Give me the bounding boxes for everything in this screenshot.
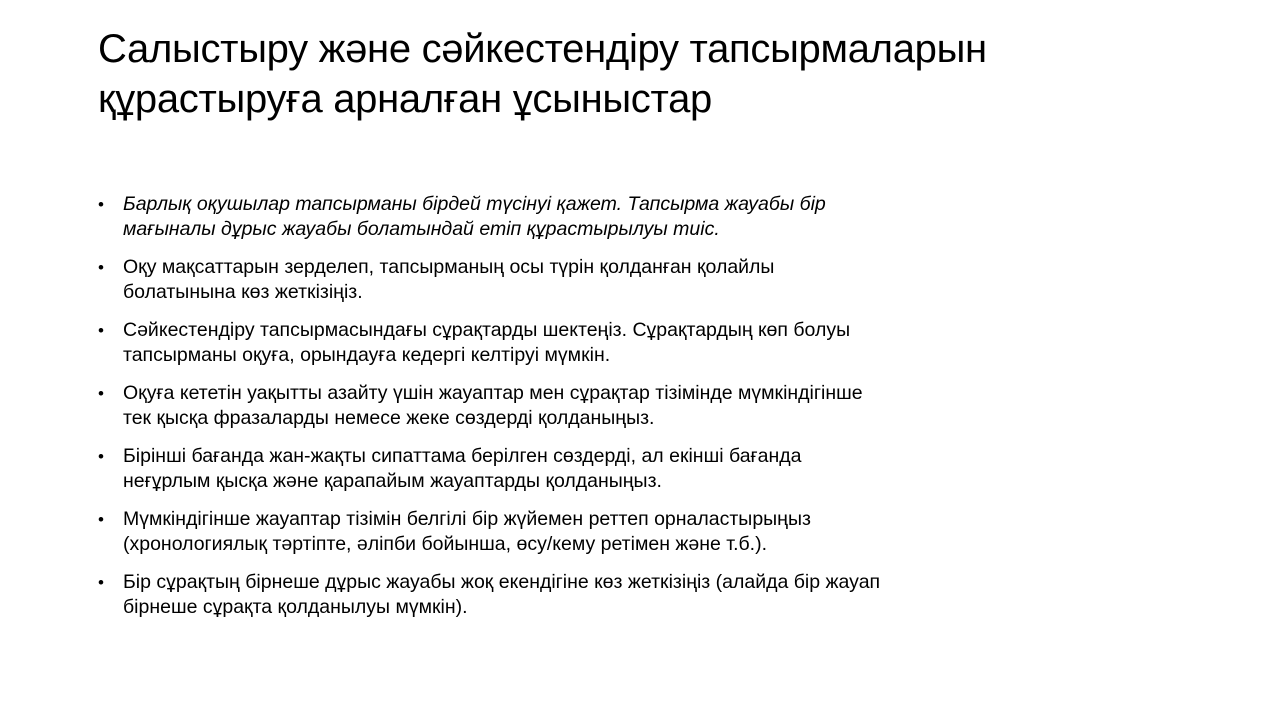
bullet-text-line: Барлық оқушылар тапсырманы бірдей түсінуі қажет. Тапсырма жауабы бір (123, 193, 826, 215)
title-line: құрастыруға арналған ұсыныстар (98, 77, 712, 121)
bullet-item (98, 570, 1183, 620)
bullet-item (98, 507, 1183, 557)
bullet-dot-icon: • (98, 321, 104, 340)
bullet-text-line: Бірінші бағанда жан-жақты сипаттама берілген сөздерді, ал екінші бағанда (123, 445, 802, 467)
bullet-item (98, 192, 1183, 242)
bullet-text-line: Оқу мақсаттарын зерделеп, тапсырманың осы түрін қолданған қолайлы (123, 256, 775, 278)
bullet-text-line: неғұрлым қысқа және қарапайым жауаптарды қолданыңыз. (123, 470, 662, 492)
bullet-text-line: Бір сұрақтың бірнеше дұрыс жауабы жоқ екендігіне көз жеткізіңіз (алайда бір жауап (123, 571, 881, 593)
bullet-text-line: тек қысқа фразаларды немесе жеке сөздерді қолданыңыз. (123, 407, 655, 429)
bullet-item (98, 381, 1183, 431)
title-line: Салыстыру және сәйкестендіру тапсырмаларын (98, 27, 987, 71)
bullet-list (98, 192, 1183, 633)
bullet-text-line: бірнеше сұрақта қолданылуы мүмкін). (123, 596, 468, 618)
bullet-dot-icon: • (98, 195, 104, 214)
bullet-dot-icon: • (98, 258, 104, 277)
bullet-item (98, 444, 1183, 494)
bullet-text-line: мағыналы дұрыс жауабы болатындай етіп құрастырылуы тиіс. (123, 218, 720, 240)
bullet-dot-icon: • (98, 384, 104, 403)
bullet-item (98, 318, 1183, 368)
bullet-dot-icon: • (98, 510, 104, 529)
bullet-text-line: Оқуға кететін уақытты азайту үшін жауаптар мен сұрақтар тізімінде мүмкіндігінше (123, 382, 863, 404)
bullet-text-line: болатынына көз жеткізіңіз. (123, 281, 363, 303)
bullet-text-line: Сәйкестендіру тапсырмасындағы сұрақтарды шектеңіз. Сұрақтардың көп болуы (123, 319, 851, 341)
bullet-text-line: тапсырманы оқуға, орындауға кедергі келтіруі мүмкін. (123, 344, 611, 366)
slide-title (98, 24, 1198, 124)
bullet-dot-icon: • (98, 447, 104, 466)
bullet-text-line: (хронологиялық тәртіпте, әліпби бойынша, өсу/кему ретімен және т.б.). (123, 533, 767, 555)
bullet-text-line: Мүмкіндігінше жауаптар тізімін белгілі бір жүйемен реттеп орналастырыңыз (123, 508, 811, 530)
bullet-dot-icon: • (98, 573, 104, 592)
bullet-item (98, 255, 1183, 305)
